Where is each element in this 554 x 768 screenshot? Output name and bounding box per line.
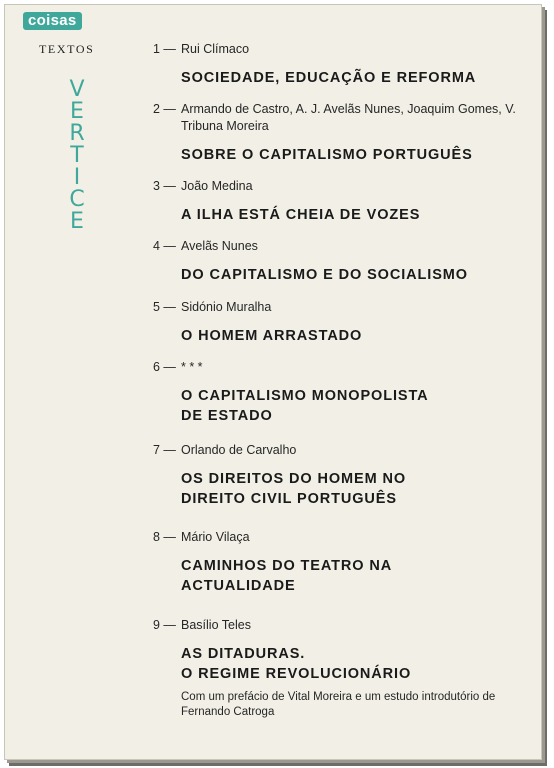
book-back-cover	[4, 4, 542, 760]
entry-title-line: DE ESTADO	[181, 408, 273, 424]
entry-author-line	[153, 299, 523, 316]
logo-letter: E	[70, 99, 84, 124]
entry-title-line: O HOMEM ARRASTADO	[181, 328, 363, 344]
entry-title	[181, 265, 523, 285]
entry-title-line: SOCIEDADE, EDUCAÇÃO E REFORMA	[181, 70, 477, 86]
entry-number: 1 —	[153, 42, 176, 56]
entry-title-line: AS DITADURAS.	[181, 646, 306, 662]
logo-letter: V	[69, 77, 85, 102]
entry-title-line: OS DIREITOS DO HOMEM NO	[181, 471, 407, 487]
entry-title-line: A ILHA ESTÁ CHEIA DE VOZES	[181, 207, 421, 223]
entry-author: Basílio Teles	[181, 618, 251, 632]
entry-number: 6 —	[153, 360, 176, 374]
logo-letter: R	[69, 121, 85, 146]
entry-number: 2 —	[153, 102, 176, 116]
entry-title	[181, 145, 523, 165]
logo-letter: I	[73, 165, 81, 190]
entry-author: Orlando de Carvalho	[181, 443, 297, 457]
entry-author: Avelãs Nunes	[181, 239, 258, 253]
entry-title	[181, 556, 523, 596]
entry-author-line	[153, 359, 523, 376]
entry-title-line: O CAPITALISMO MONOPOLISTA	[181, 388, 429, 404]
catalog-entry	[153, 41, 523, 88]
entry-author-line	[153, 617, 523, 634]
catalog-entry	[153, 238, 523, 285]
entry-number: 5 —	[153, 300, 176, 314]
entry-author: Rui Clímaco	[181, 42, 250, 56]
entry-title-line: SOBRE O CAPITALISMO PORTUGUÊS	[181, 147, 473, 163]
entry-author-line	[153, 442, 523, 459]
catalog-entry	[153, 299, 523, 346]
entry-author-line	[153, 101, 523, 135]
catalog-entry	[153, 178, 523, 225]
catalog-entry	[153, 101, 523, 165]
entry-number: 8 —	[153, 530, 176, 544]
entry-author: Mário Vilaça	[181, 530, 250, 544]
entry-title	[181, 326, 523, 346]
entry-note: Com um prefácio de Vital Moreira e um estudo introdutório de Fernando Catroga	[181, 691, 496, 718]
entry-author: Armando de Castro, A. J. Avelãs Nunes, Joaquim Gomes, V. Tribuna Moreira	[181, 102, 516, 133]
entry-title-line: DIREITO CIVIL PORTUGUÊS	[181, 491, 397, 507]
entry-author: João Medina	[181, 179, 253, 193]
entry-title	[181, 644, 523, 684]
entry-author-line	[153, 178, 523, 195]
entry-author: Sidónio Muralha	[181, 300, 272, 314]
vertice-logo	[65, 79, 89, 233]
entry-title-line: CAMINHOS DO TEATRO NA	[181, 558, 393, 574]
series-label: TEXTOS	[39, 42, 95, 56]
entry-number: 3 —	[153, 179, 176, 193]
entry-author: * * *	[181, 360, 203, 374]
entry-author-line	[153, 238, 523, 255]
logo-letter: E	[70, 209, 84, 234]
entry-number: 4 —	[153, 239, 176, 253]
catalog-entry	[153, 359, 523, 426]
logo-letter: C	[69, 187, 85, 212]
catalog-entry	[153, 529, 523, 596]
entry-number: 7 —	[153, 443, 176, 457]
entry-title-line: O REGIME REVOLUCIONÁRIO	[181, 666, 412, 682]
entry-title	[181, 205, 523, 225]
entry-title	[181, 469, 523, 509]
entry-author-line	[153, 41, 523, 58]
entry-author-line	[153, 529, 523, 546]
publisher-badge: coisas	[23, 12, 82, 30]
entry-title-line: DO CAPITALISMO E DO SOCIALISMO	[181, 267, 468, 283]
catalog-entry	[153, 617, 523, 720]
entry-number: 9 —	[153, 618, 176, 632]
entry-title-line: ACTUALIDADE	[181, 578, 296, 594]
catalog-entry	[153, 442, 523, 509]
entry-title	[181, 68, 523, 88]
logo-letter: T	[70, 143, 84, 168]
entry-title	[181, 386, 523, 426]
